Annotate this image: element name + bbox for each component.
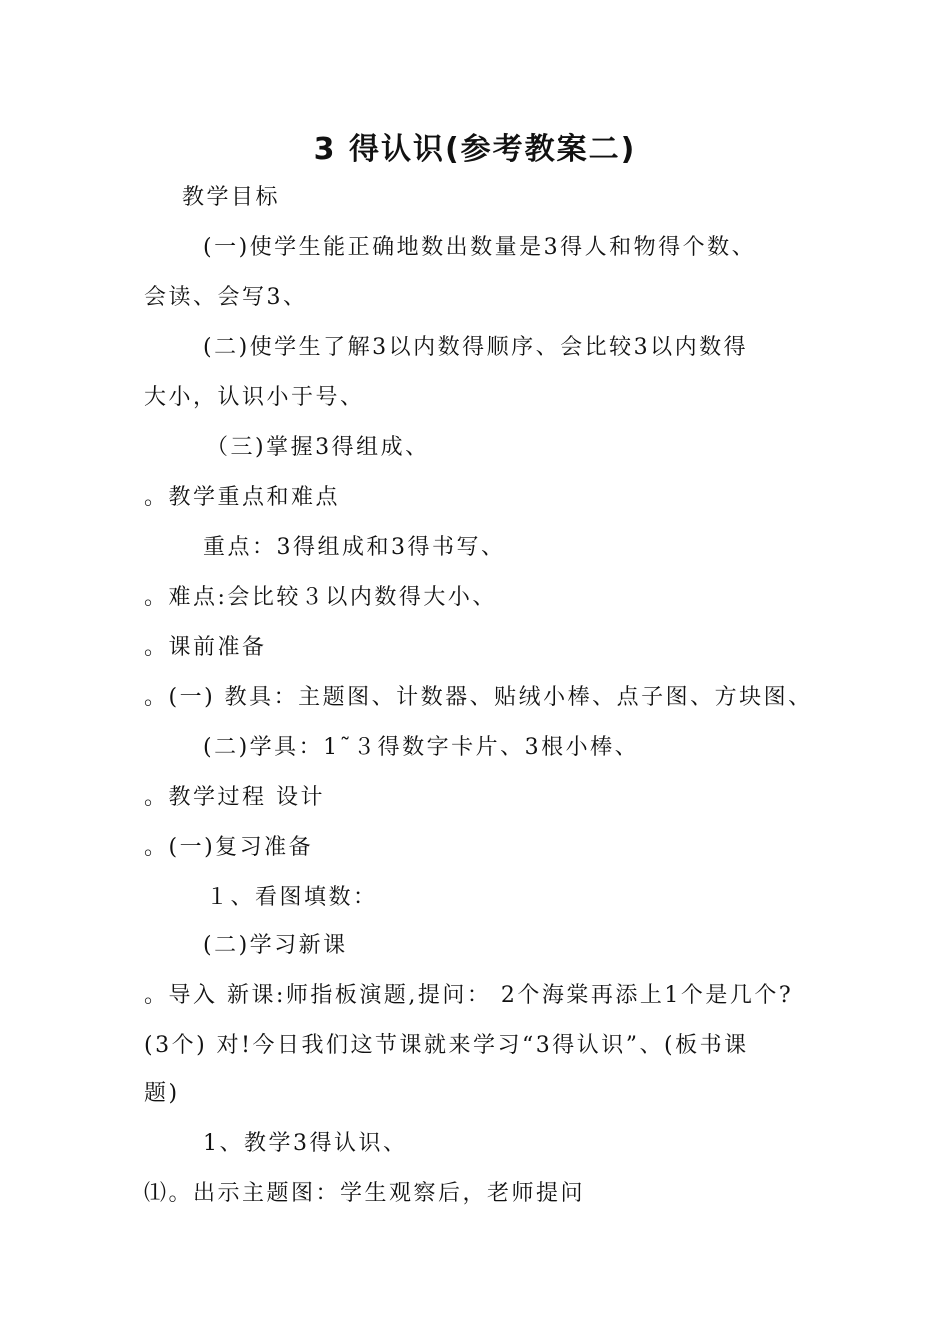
paragraph-line: １、看图填数： bbox=[206, 885, 378, 910]
paragraph-line: (二)使学生了解3以内数得顺序、会比较3以内数得 bbox=[203, 335, 749, 360]
page-title: 3 得认识(参考教案二) bbox=[313, 132, 637, 167]
paragraph-line: 。(一)复习准备 bbox=[144, 835, 314, 860]
section-heading-preparation: 。课前准备 bbox=[144, 635, 267, 660]
paragraph-line: 。难点:会比较３以内数得大小、 bbox=[144, 585, 497, 610]
paragraph-line: （三)掌握3得组成、 bbox=[206, 435, 430, 460]
paragraph-line: 1、教学3得认识、 bbox=[203, 1131, 408, 1156]
paragraph-line: 。(一) 教具：主题图、计数器、贴绒小棒、点子图、方块图、 bbox=[144, 685, 813, 710]
section-heading-process: 。教学过程 设计 bbox=[144, 785, 325, 810]
paragraph-line: 会读、会写3、 bbox=[144, 285, 308, 310]
section-heading-objectives: 教学目标 bbox=[182, 185, 281, 210]
paragraph-line: ⑴。出示主题图：学生观察后，老师提问 bbox=[144, 1181, 586, 1206]
paragraph-line: (二)学具：1˜３得数字卡片、3根小棒、 bbox=[203, 735, 640, 760]
paragraph-line: (一)使学生能正确地数出数量是3得人和物得个数、 bbox=[203, 235, 757, 260]
paragraph-line: 题) bbox=[144, 1081, 180, 1106]
paragraph-line: (3个) 对!今日我们这节课就来学习“3得认识”、(板书课 bbox=[144, 1033, 749, 1058]
paragraph-line: 大小，认识小于号、 bbox=[144, 385, 365, 410]
paragraph-line: (二)学习新课 bbox=[203, 933, 348, 958]
section-heading-key-points: 。教学重点和难点 bbox=[144, 485, 341, 510]
paragraph-line: 重点：3得组成和3得书写、 bbox=[203, 535, 506, 560]
paragraph-line: 。导入 新课:师指板演题,提问： 2个海棠再添上1个是几个? bbox=[144, 983, 794, 1008]
